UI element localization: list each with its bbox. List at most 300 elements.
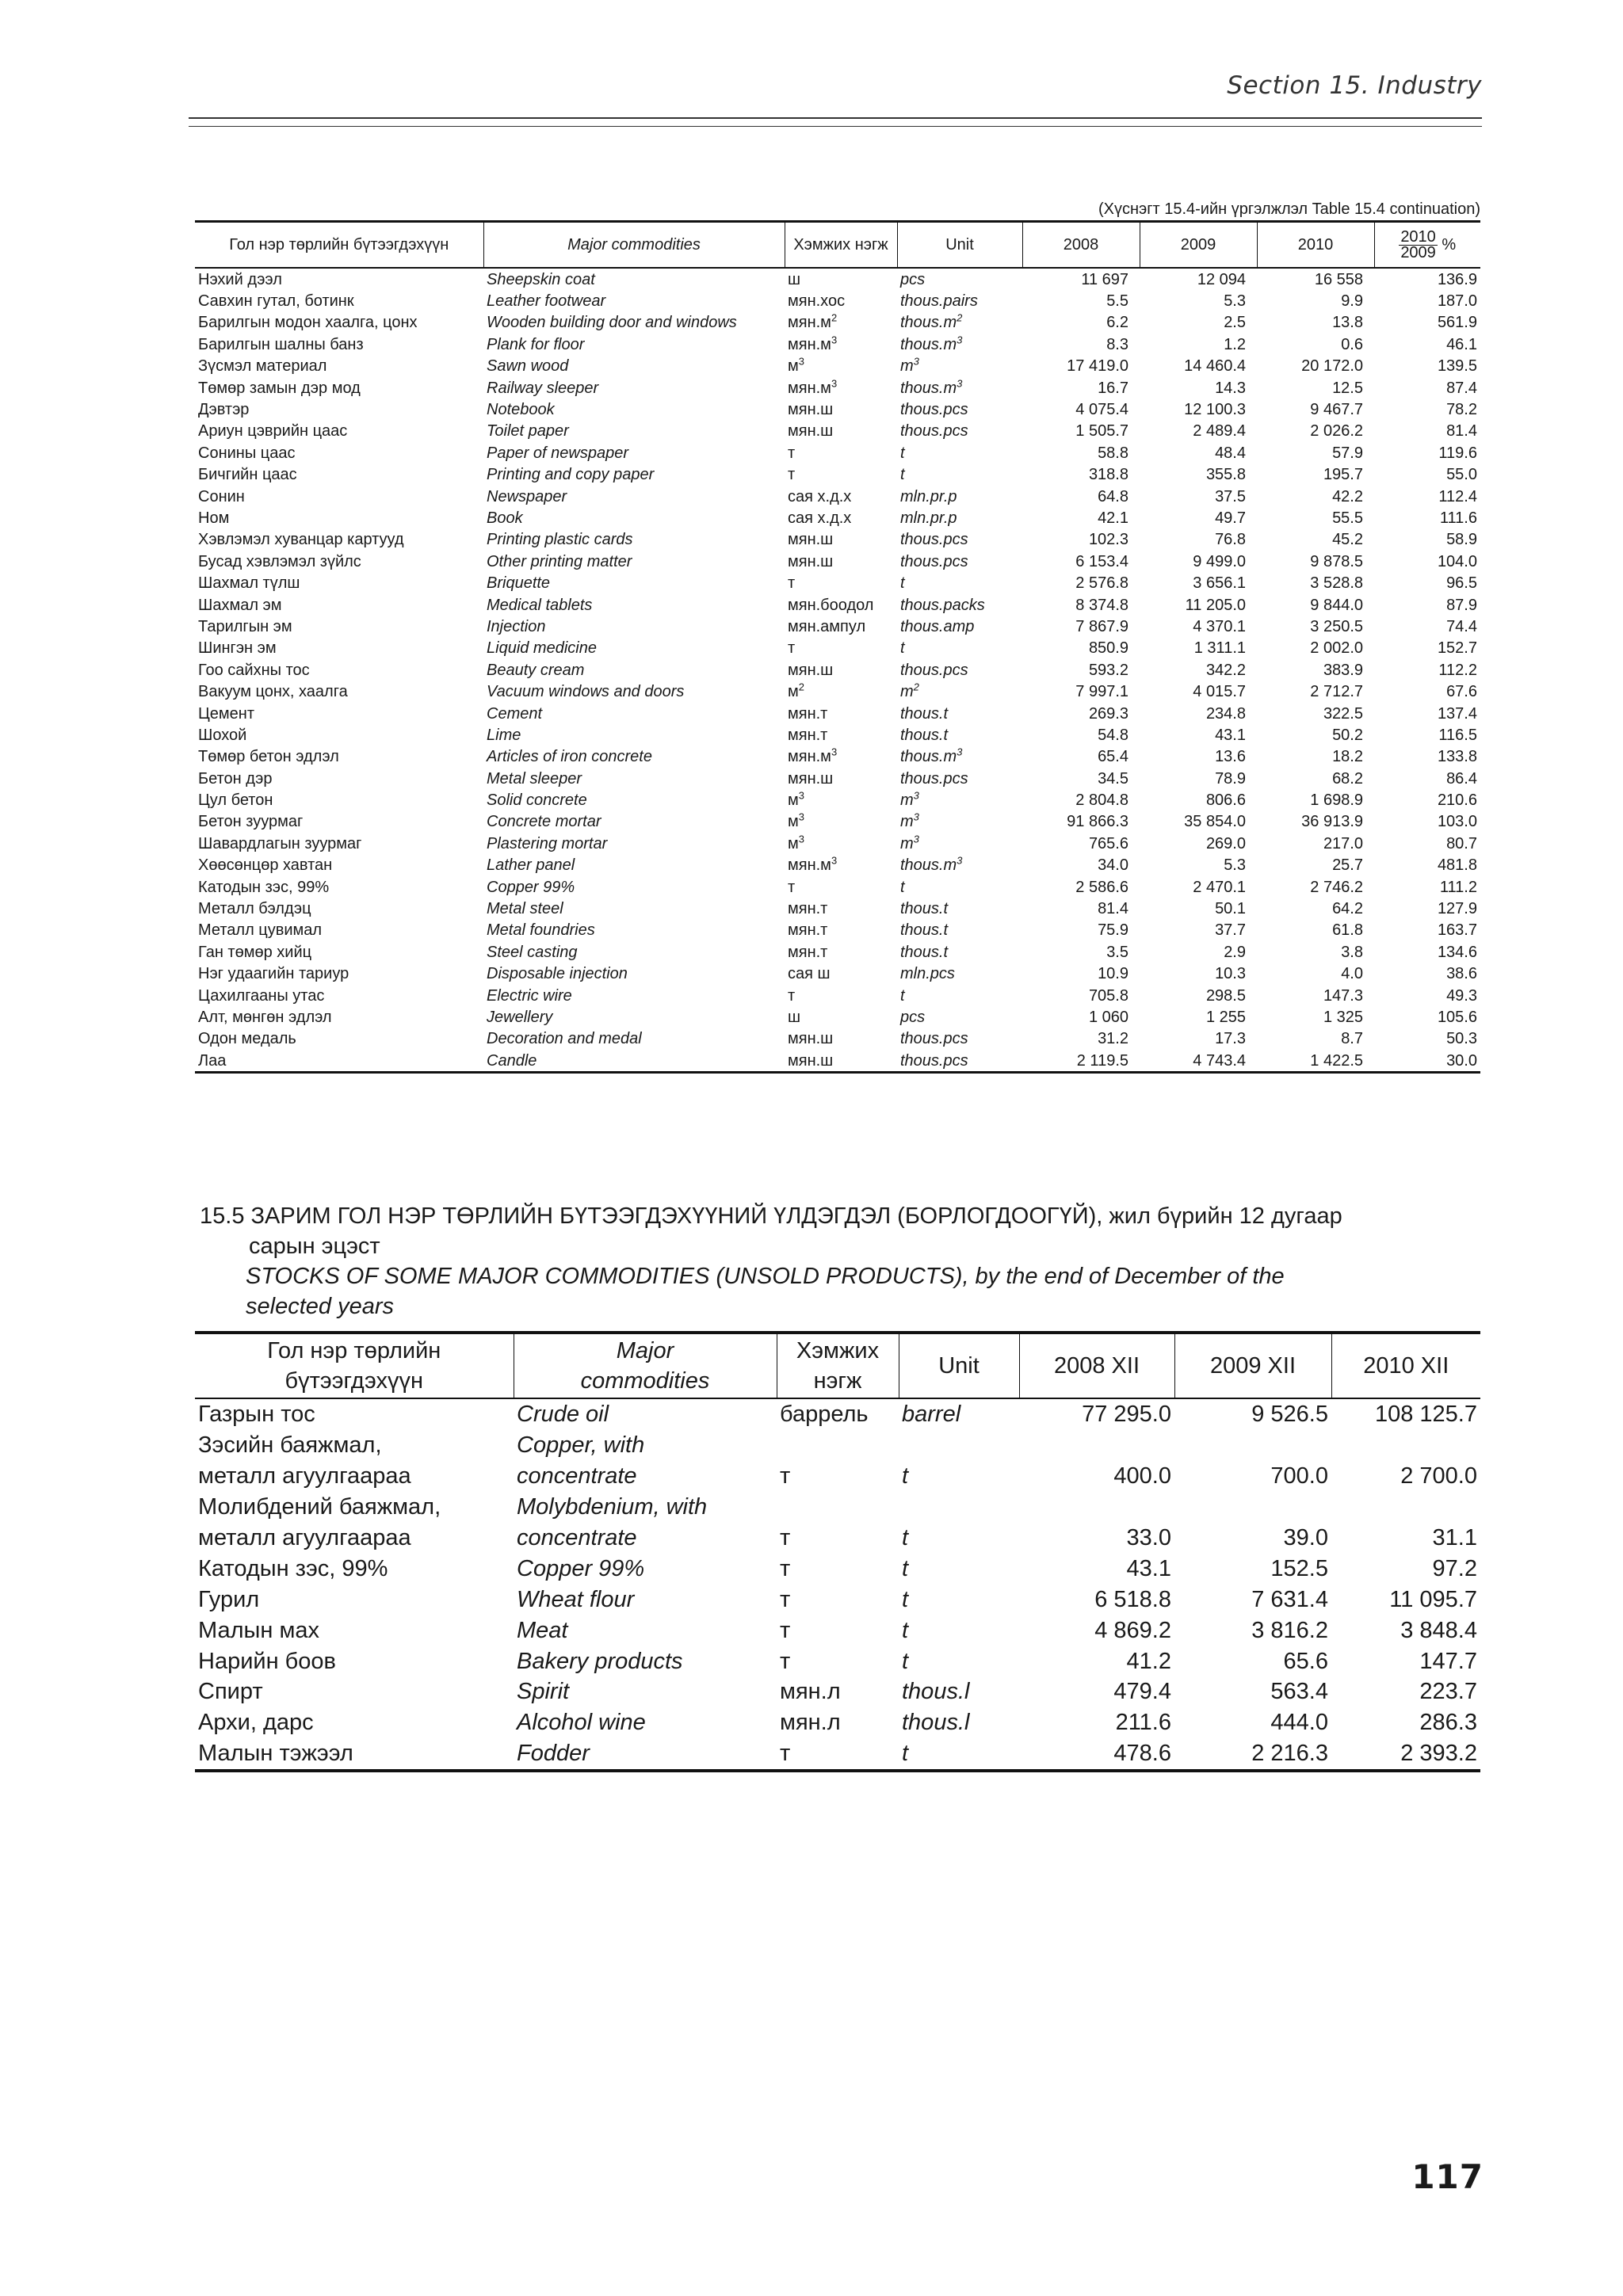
commodity-name-mn	[195, 464, 483, 486]
col-name-mn: Гол нэр төрлийн бүтээгдэхүүн	[195, 222, 483, 269]
value-2010	[1257, 421, 1374, 442]
value-2010-xii-text: 108 125.7	[1374, 1402, 1477, 1428]
value-2008-xii-text: 478.6	[1113, 1741, 1171, 1767]
value-2010-text: 36 913.9	[1301, 813, 1363, 831]
value-2010	[1257, 768, 1374, 789]
commodity-name-mn	[195, 985, 483, 1006]
value-2009-xii	[1174, 1523, 1331, 1554]
value-2009-xii-text: 39.0	[1283, 1525, 1328, 1550]
commodity-name-mn	[195, 486, 483, 507]
commodity-name-mn-text: Сонин	[198, 487, 245, 505]
value-2008-xii-text: 41.2	[1126, 1648, 1171, 1674]
commodity-name-mn-text: Барилгын шалны банз	[198, 335, 364, 353]
value-2009	[1140, 377, 1257, 399]
value-percent	[1374, 703, 1480, 724]
commodity-name-mn	[195, 290, 483, 311]
commodity-name-mn-text: Нарийн боов	[198, 1648, 336, 1674]
unit-mn	[777, 1430, 899, 1461]
value-2009	[1140, 594, 1257, 616]
value-2010-xii-text: 223.7	[1419, 1679, 1477, 1705]
unit-mn-text: м	[788, 683, 799, 701]
value-percent-text: 46.1	[1446, 335, 1477, 353]
value-2009	[1140, 941, 1257, 963]
stocks-table	[195, 1331, 1480, 1772]
value-2009	[1140, 421, 1257, 442]
value-percent-text: 134.6	[1437, 943, 1477, 961]
col-name-mn-line2: бүтээгдэхүүн	[285, 1368, 423, 1394]
commodity-name-mn-text: Ариун цэврийн цаас	[198, 422, 348, 441]
unit-en	[897, 681, 1022, 702]
value-2008-text: 765.6	[1088, 834, 1128, 852]
commodity-name-mn	[195, 1050, 483, 1073]
value-2008	[1022, 789, 1140, 810]
unit-en-text: thous.pcs	[900, 661, 968, 679]
value-2010-text: 3.8	[1341, 943, 1363, 961]
value-2010-text: 57.9	[1332, 444, 1363, 462]
value-percent-text: 86.4	[1446, 769, 1477, 788]
unit-en	[897, 855, 1022, 876]
col-2008: 2008	[1022, 222, 1140, 269]
value-2009-text: 43.1	[1215, 726, 1246, 744]
unit-en-text: pcs	[900, 1008, 926, 1026]
unit-mn-text: мян.ампул	[788, 617, 866, 635]
unit-en-text: m	[900, 357, 914, 376]
value-percent-text: 38.6	[1446, 965, 1477, 983]
commodity-name-mn-text: Спирт	[198, 1679, 263, 1705]
value-2008	[1022, 1050, 1140, 1073]
commodity-name-mn-text: Металл цувимал	[198, 921, 323, 940]
commodity-name-mn-text: Газрын тос	[198, 1402, 315, 1428]
value-2009	[1140, 442, 1257, 463]
commodity-name-mn-text: Цахилгааны утас	[198, 986, 325, 1005]
commodity-name-en-text: Vacuum windows and doors	[487, 683, 685, 701]
value-2009-xii	[1174, 1553, 1331, 1584]
value-2008-xii-text: 33.0	[1126, 1525, 1171, 1550]
unit-en	[897, 985, 1022, 1006]
commodity-name-mn-text: Зэсийн баяжмал,	[198, 1432, 382, 1459]
value-2009-xii-text: 444.0	[1270, 1710, 1328, 1736]
commodity-name-en	[483, 876, 785, 898]
unit-mn	[785, 377, 897, 399]
unit-en	[897, 659, 1022, 681]
commodity-name-en	[483, 464, 785, 486]
unit-mn-text: т	[780, 1648, 791, 1674]
unit-en	[897, 1028, 1022, 1050]
value-percent	[1374, 594, 1480, 616]
value-percent-text: 111.2	[1439, 878, 1477, 896]
value-2008-text: 2 576.8	[1075, 574, 1128, 593]
value-percent	[1374, 811, 1480, 833]
commodity-name-en	[483, 377, 785, 399]
value-2008-xii	[1019, 1646, 1174, 1676]
unit-en	[899, 1492, 1019, 1523]
commodity-name-en-text: concentrate	[517, 1463, 637, 1489]
value-percent-text: 152.7	[1437, 639, 1477, 658]
commodity-name-mn-text: металл агуулгаараа	[198, 1463, 411, 1489]
value-2008	[1022, 746, 1140, 768]
commodity-name-mn-text: Сонины цаас	[198, 444, 296, 462]
commodity-name-en-text: Disposable injection	[487, 965, 628, 983]
commodity-name-mn	[195, 1738, 514, 1771]
value-2010-xii	[1331, 1461, 1480, 1492]
commodity-name-en	[483, 703, 785, 724]
unit-mn-exponent: 3	[798, 789, 804, 802]
unit-en	[899, 1738, 1019, 1771]
value-2010	[1257, 920, 1374, 941]
value-2010	[1257, 312, 1374, 334]
commodity-name-en	[483, 356, 785, 377]
value-2010-xii-text: 31.1	[1432, 1525, 1477, 1550]
value-2010	[1257, 898, 1374, 919]
value-2009-text: 12 094	[1197, 270, 1246, 288]
table-row	[195, 1646, 1480, 1676]
unit-mn	[777, 1707, 899, 1738]
table-row	[195, 1584, 1480, 1615]
value-2008-text: 8.3	[1106, 335, 1128, 353]
value-2008-text: 5.5	[1106, 292, 1128, 311]
commodity-name-en	[514, 1646, 777, 1676]
commodity-name-mn	[195, 1676, 514, 1707]
unit-mn	[785, 811, 897, 833]
unit-en-text: m	[900, 791, 914, 810]
value-2009-xii	[1174, 1492, 1331, 1523]
commodity-name-en	[483, 681, 785, 702]
value-2010	[1257, 486, 1374, 507]
unit-en-text: t	[902, 1555, 909, 1581]
commodity-name-en-text: Meat	[517, 1617, 568, 1643]
value-2010-text: 147.3	[1323, 986, 1363, 1005]
value-2009-text: 5.3	[1224, 292, 1246, 311]
value-2010-text: 16 558	[1314, 270, 1363, 288]
table-row	[195, 963, 1480, 985]
unit-mn-text: мян.ш	[788, 531, 834, 549]
value-2008-text: 2 804.8	[1075, 791, 1128, 810]
value-2010	[1257, 616, 1374, 637]
unit-mn	[785, 920, 897, 941]
commodity-name-en	[483, 768, 785, 789]
unit-mn-text: т	[788, 639, 796, 658]
value-percent-text: 133.8	[1437, 748, 1477, 766]
value-2010-text: 0.6	[1341, 335, 1363, 353]
value-2010-xii	[1331, 1646, 1480, 1676]
table-row	[195, 616, 1480, 637]
value-2009-text: 78.9	[1215, 769, 1246, 788]
value-percent	[1374, 724, 1480, 746]
value-2010-text: 12.5	[1332, 379, 1363, 397]
unit-mn	[785, 334, 897, 355]
table-15-4-continuation	[195, 198, 1480, 1074]
commodity-name-en-text: Metal sleeper	[487, 769, 582, 788]
table-row	[195, 1553, 1480, 1584]
value-2010	[1257, 855, 1374, 876]
value-2009	[1140, 334, 1257, 355]
value-2009-text: 35 854.0	[1184, 813, 1246, 831]
unit-en-text: t	[900, 639, 905, 658]
commodity-name-mn	[195, 768, 483, 789]
value-2008-xii	[1019, 1553, 1174, 1584]
value-2009-text: 355.8	[1205, 466, 1246, 484]
table-row	[195, 703, 1480, 724]
unit-mn-exponent: 3	[798, 833, 804, 845]
value-2009-text: 269.0	[1205, 834, 1246, 852]
value-2008-text: 17 419.0	[1067, 357, 1128, 376]
page-header	[189, 71, 1482, 100]
commodity-name-en	[483, 551, 785, 572]
unit-en-text: t	[902, 1741, 909, 1767]
commodity-name-en-text: Printing plastic cards	[487, 531, 633, 549]
value-2008	[1022, 377, 1140, 399]
commodity-name-mn	[195, 1028, 483, 1050]
value-2010	[1257, 334, 1374, 355]
unit-en	[897, 724, 1022, 746]
value-2009	[1140, 985, 1257, 1006]
unit-mn	[785, 985, 897, 1006]
value-percent-text: 96.5	[1446, 574, 1477, 593]
commodity-name-mn	[195, 898, 483, 919]
value-2008	[1022, 876, 1140, 898]
value-2008	[1022, 703, 1140, 724]
value-2008	[1022, 985, 1140, 1006]
value-percent	[1374, 789, 1480, 810]
commodity-name-en	[483, 616, 785, 637]
unit-mn	[777, 1676, 899, 1707]
commodity-name-mn-text: Лаа	[198, 1051, 227, 1070]
unit-en	[897, 399, 1022, 420]
unit-mn	[785, 963, 897, 985]
unit-mn-exponent: 3	[798, 355, 804, 368]
value-2010	[1257, 572, 1374, 593]
unit-en	[899, 1707, 1019, 1738]
value-2009	[1140, 507, 1257, 528]
commodity-name-en-text: Solid concrete	[487, 791, 587, 810]
value-2010	[1257, 985, 1374, 1006]
unit-mn	[785, 507, 897, 528]
value-2010-text: 20 172.0	[1301, 357, 1363, 376]
value-2009-text: 17.3	[1215, 1030, 1246, 1048]
commodity-name-mn	[195, 811, 483, 833]
value-2008-xii	[1019, 1430, 1174, 1461]
col-unit-en: Unit	[897, 222, 1022, 269]
value-2009-text: 5.3	[1224, 856, 1246, 875]
value-2008	[1022, 290, 1140, 311]
value-2008	[1022, 464, 1140, 486]
table-row	[195, 1492, 1480, 1523]
value-2009-text: 2 470.1	[1193, 878, 1246, 896]
col-name-en: Major commodities	[483, 222, 785, 269]
commodity-name-mn	[195, 377, 483, 399]
unit-en	[897, 290, 1022, 311]
table-row	[195, 356, 1480, 377]
unit-mn	[777, 1553, 899, 1584]
value-2008-xii-text: 77 295.0	[1082, 1402, 1171, 1428]
value-2009-xii-text: 65.6	[1283, 1648, 1328, 1674]
commodity-name-en	[514, 1461, 777, 1492]
unit-en-exponent: 3	[913, 789, 919, 802]
value-2008	[1022, 399, 1140, 420]
commodity-name-en	[483, 399, 785, 420]
unit-en-text: t	[900, 878, 905, 896]
value-2010	[1257, 1050, 1374, 1073]
value-percent-text: 58.9	[1446, 531, 1477, 549]
unit-en-text: thous.m	[900, 314, 957, 332]
value-2008	[1022, 442, 1140, 463]
unit-en	[897, 920, 1022, 941]
value-2008	[1022, 616, 1140, 637]
commodity-name-en	[483, 312, 785, 334]
unit-mn-exponent: 3	[831, 334, 838, 346]
value-2008	[1022, 681, 1140, 702]
unit-mn-exponent: 3	[831, 746, 838, 758]
value-2010	[1257, 356, 1374, 377]
commodity-name-mn-text: Молибдений баяжмал,	[198, 1494, 441, 1520]
value-2010-xii	[1331, 1523, 1480, 1554]
unit-en	[897, 1006, 1022, 1028]
unit-mn	[785, 1050, 897, 1073]
value-2008-text: 42.1	[1098, 509, 1128, 527]
unit-en-text: m	[900, 834, 914, 852]
col-name-en-line1: Major	[616, 1338, 674, 1363]
unit-en-text: thous.pairs	[900, 292, 978, 311]
value-2010	[1257, 268, 1374, 290]
value-2008	[1022, 572, 1140, 593]
commodity-name-mn	[195, 789, 483, 810]
value-2008-xii-text: 6 518.8	[1094, 1586, 1171, 1612]
value-percent-text: 50.3	[1446, 1030, 1477, 1048]
value-percent	[1374, 572, 1480, 593]
value-2010-text: 195.7	[1323, 466, 1363, 484]
commodity-name-en-text: Molybdenium, with	[517, 1494, 708, 1520]
value-2009	[1140, 638, 1257, 659]
value-2009-xii-text: 7 631.4	[1251, 1586, 1328, 1612]
value-2009	[1140, 551, 1257, 572]
value-2008-xii	[1019, 1584, 1174, 1615]
unit-mn-text: т	[788, 444, 796, 462]
value-percent	[1374, 941, 1480, 963]
value-2009-text: 2.9	[1224, 943, 1246, 961]
commodity-name-mn	[195, 920, 483, 941]
unit-en	[897, 898, 1022, 919]
value-2010	[1257, 464, 1374, 486]
table-15-5	[195, 1331, 1480, 1772]
col-unit-mn	[777, 1333, 899, 1398]
commodity-name-en-text: Copper, with	[517, 1432, 645, 1459]
value-percent	[1374, 876, 1480, 898]
value-percent	[1374, 768, 1480, 789]
commodity-name-en-text: Bakery products	[517, 1648, 683, 1674]
ratio-numerator: 2010	[1400, 227, 1436, 246]
value-percent-text: 561.9	[1437, 314, 1477, 332]
commodity-name-en-text: Cement	[487, 704, 543, 723]
unit-en	[897, 833, 1022, 854]
unit-mn-text: т	[788, 878, 796, 896]
unit-mn	[785, 529, 897, 551]
commodity-name-en	[514, 1707, 777, 1738]
unit-en-text: thous.pcs	[900, 531, 968, 549]
value-2008-text: 318.8	[1088, 466, 1128, 484]
value-percent	[1374, 1050, 1480, 1073]
unit-mn-text: мян.л	[780, 1679, 841, 1705]
unit-en-exponent: 3	[957, 334, 963, 346]
unit-en-text: t	[900, 986, 905, 1005]
unit-mn-text: мян.ш	[788, 422, 834, 441]
value-2008-xii-text: 43.1	[1126, 1555, 1171, 1581]
value-percent	[1374, 268, 1480, 290]
unit-en-text: m	[900, 683, 914, 701]
value-percent-text: 163.7	[1437, 921, 1477, 940]
value-2009-xii	[1174, 1584, 1331, 1615]
value-2010	[1257, 529, 1374, 551]
value-percent-text: 112.2	[1438, 661, 1477, 679]
commodity-name-mn-text: Нэг удаагийн тариур	[198, 965, 349, 983]
unit-en	[897, 746, 1022, 768]
unit-en	[897, 768, 1022, 789]
commodity-name-en	[483, 659, 785, 681]
table-row	[195, 1676, 1480, 1707]
commodity-name-en	[483, 855, 785, 876]
title-en-cont: selected years	[246, 1294, 394, 1319]
commodity-name-mn-text: Архи, дарс	[198, 1710, 314, 1736]
unit-mn	[785, 421, 897, 442]
value-2008	[1022, 486, 1140, 507]
value-2010-text: 2 026.2	[1310, 422, 1363, 441]
value-percent	[1374, 681, 1480, 702]
commodity-name-en-text: Sawn wood	[487, 357, 569, 376]
value-2008-xii	[1019, 1615, 1174, 1646]
value-2009-text: 1 311.1	[1193, 639, 1246, 658]
commodity-name-en	[483, 529, 785, 551]
commodity-name-en	[483, 290, 785, 311]
value-2008-text: 593.2	[1088, 661, 1128, 679]
value-percent	[1374, 985, 1480, 1006]
unit-mn	[785, 290, 897, 311]
value-2010-text: 383.9	[1323, 661, 1363, 679]
value-2010	[1257, 789, 1374, 810]
commodity-name-mn-text: Бусад хэвлэмэл зүйлс	[198, 552, 361, 570]
value-2008	[1022, 768, 1140, 789]
value-2009-xii	[1174, 1646, 1331, 1676]
value-percent	[1374, 356, 1480, 377]
commodity-name-en	[483, 1028, 785, 1050]
value-percent	[1374, 399, 1480, 420]
unit-en	[899, 1646, 1019, 1676]
value-percent-text: 104.0	[1437, 552, 1477, 570]
value-percent	[1374, 290, 1480, 311]
unit-mn	[785, 746, 897, 768]
commodity-name-mn-text: Шавардлагын зуурмаг	[198, 834, 362, 852]
ratio-percent: %	[1442, 235, 1457, 254]
commodity-name-en	[483, 421, 785, 442]
unit-en-text: thous.l	[902, 1679, 970, 1705]
unit-mn	[785, 551, 897, 572]
value-2009-text: 48.4	[1215, 444, 1246, 462]
value-percent	[1374, 920, 1480, 941]
title-mn-cont: сарын эцэст	[249, 1234, 380, 1259]
value-2010	[1257, 703, 1374, 724]
value-percent-text: 87.9	[1446, 596, 1477, 614]
unit-mn-text: м	[788, 357, 799, 376]
unit-mn-text: мян.ш	[788, 401, 834, 419]
value-2008-text: 75.9	[1098, 921, 1128, 940]
value-percent	[1374, 616, 1480, 637]
unit-en-exponent: 3	[957, 746, 963, 758]
value-2009-text: 13.6	[1215, 748, 1246, 766]
commodity-name-en	[514, 1398, 777, 1430]
value-2009-text: 1 255	[1205, 1008, 1246, 1026]
value-2009	[1140, 290, 1257, 311]
unit-en-exponent: 3	[957, 376, 963, 389]
commodity-name-en	[483, 811, 785, 833]
value-2008	[1022, 833, 1140, 854]
